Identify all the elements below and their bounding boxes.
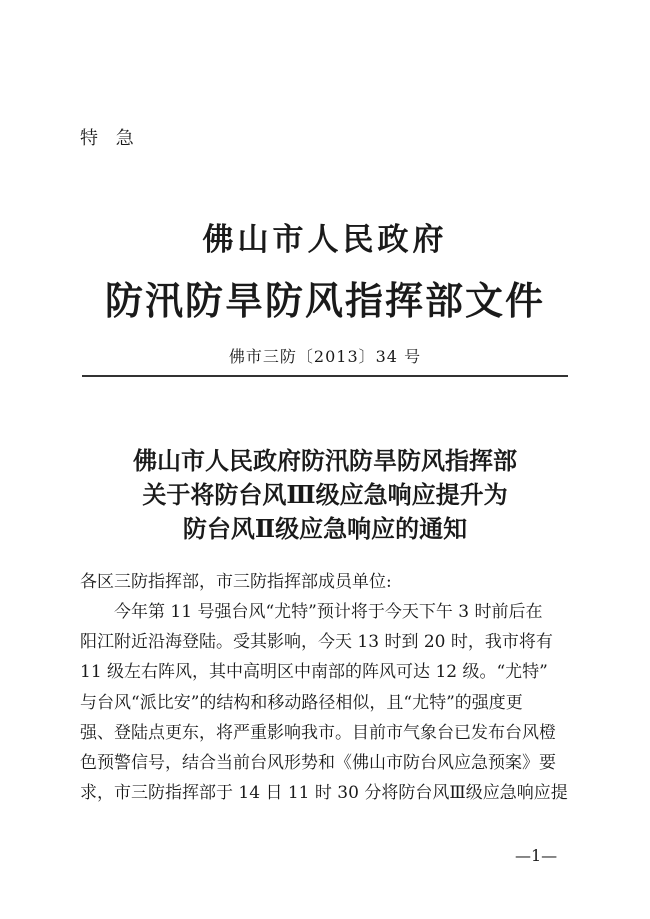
salutation: 各区三防指挥部，市三防指挥部成员单位: — [80, 572, 392, 592]
body-line: 与台风“派比安”的结构和移动路径相似，且“尤特”的强度更 — [80, 692, 523, 713]
issuer-name: 佛山市人民政府 — [202, 222, 448, 258]
body-line: 11 级左右阵风，其中高明区中南部的阵风可达 12 级。“尤特” — [80, 662, 548, 683]
urgency-label: 特 急 — [80, 128, 140, 149]
notice-title — [0, 444, 650, 546]
body-line: 强、登陆点更东，将严重影响我市。目前市气象台已发布台风橙 — [80, 722, 556, 743]
body-line: 阳江附近沿海登陆。受其影响，今天 13 时到 20 时，我市将有 — [80, 632, 553, 653]
notice-title-line: 防台风Ⅱ级应急响应的通知 — [182, 514, 468, 543]
page-number: —1— — [515, 846, 558, 865]
body-paragraph — [80, 597, 570, 808]
body-line: 今年第 11 号强台风“尤特”预计将于今天下午 3 时前后在 — [114, 602, 543, 622]
notice-title-line: 佛山市人民政府防汛防旱防风指挥部 — [133, 446, 517, 475]
document-header-title: 防汛防旱防风指挥部文件 — [104, 278, 545, 323]
notice-title-line: 关于将防台风Ⅲ级应急响应提升为 — [142, 480, 508, 509]
document-number: 佛市三防〔2013〕34 号 — [228, 347, 422, 366]
body-line: 求，市三防指挥部于 14 日 11 时 30 分将防台风Ⅲ级应急响应提 — [80, 783, 568, 804]
body-line: 色预警信号，结合当前台风形势和《佛山市防台风应急预案》要 — [80, 753, 556, 774]
header-divider — [82, 375, 568, 377]
